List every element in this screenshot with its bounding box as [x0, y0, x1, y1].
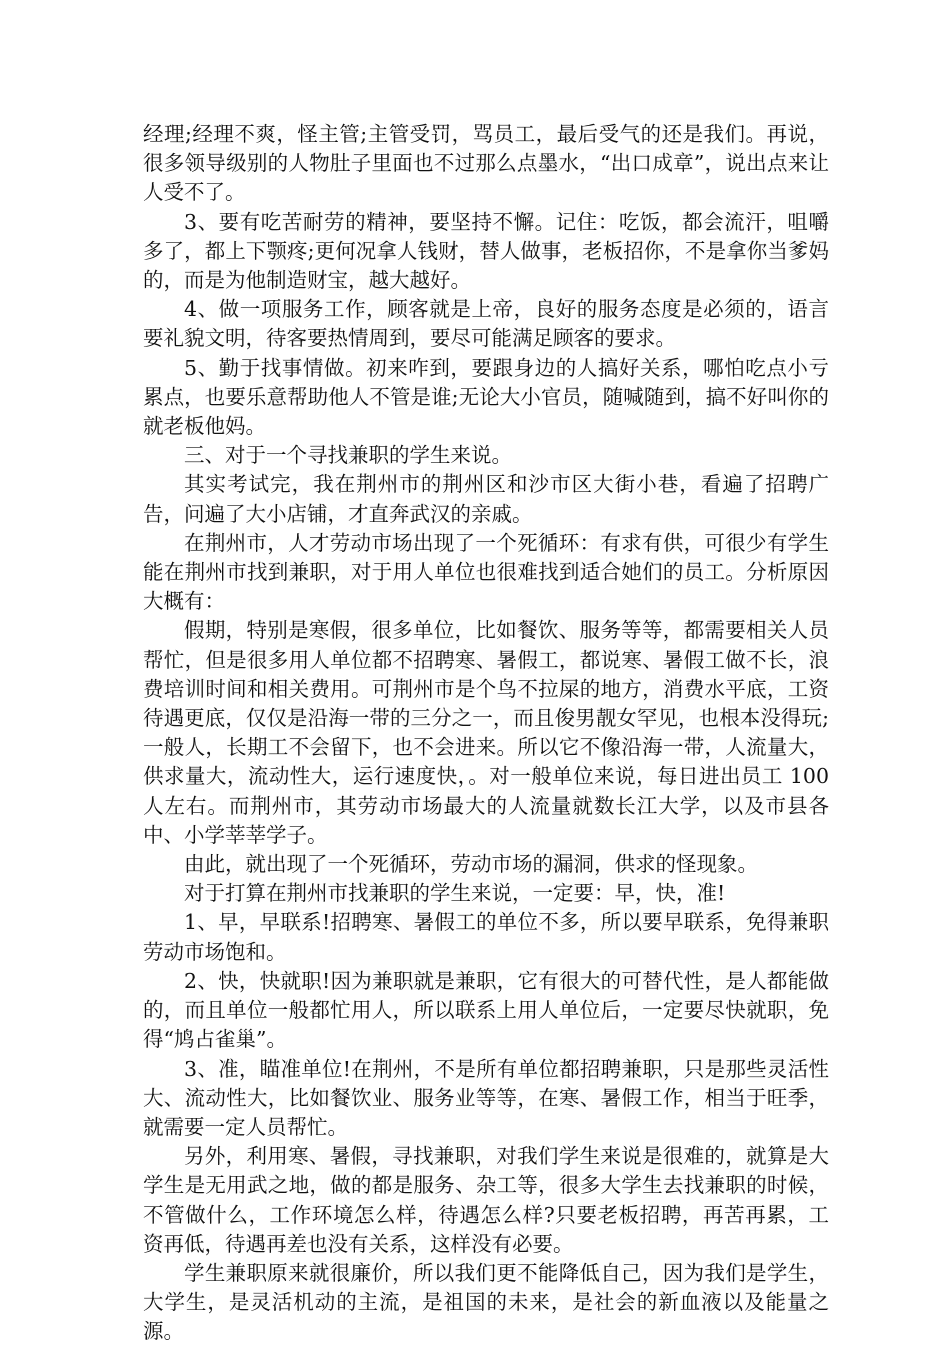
section-heading: 三、对于一个寻找兼职的学生来说。: [184, 443, 512, 468]
paragraph: 4、做一项服务工作，顾客就是上帝，良好的服务态度是必须的，语言要礼貌文明，待客要热情周到，要尽可能满足顾客的要求。: [143, 297, 829, 351]
paragraph: 另外，利用寒、暑假，寻找兼职，对我们学生来说是很难的，就算是大学生是无用武之地，做的都是服务、杂工等，很多大学生去找兼职的时候，不管做什么，工作环境怎么样，待遇怎么样?只要老板招聘，再苦再累，工资再低，待遇再差也没有关系，这样没有必要。: [143, 1144, 829, 1256]
paragraph: 2、快，快就职!因为兼职就是兼职，它有很大的可替代性，是人都能做的，而且单位一般都忙用人，所以联系上用人单位后，一定要尽快就职，免得“鸠占雀巢”。: [143, 968, 829, 1052]
paragraph: 3、要有吃苦耐劳的精神，要坚持不懈。记住：吃饭，都会流汗，咀嚼多了，都上下颚疼;更何况拿人钱财，替人做事，老板招你，不是拿你当爹妈的，而是为他制造财宝，越大越好。: [143, 209, 829, 293]
document-body: [143, 120, 829, 1347]
paragraph: 学生兼职原来就很廉价，所以我们更不能降低自己，因为我们是学生，大学生，是灵活机动的主流，是祖国的未来，是社会的新血液以及能量之源。: [143, 1260, 829, 1344]
paragraph: 经理;经理不爽，怪主管;主管受罚，骂员工，最后受气的还是我们。再说，很多领导级别的人物肚子里面也不过那么点墨水，“出口成章”，说出点来让人受不了。: [143, 122, 829, 205]
paragraph: 1、早，早联系!招聘寒、暑假工的单位不多，所以要早联系，免得兼职劳动市场饱和。: [143, 910, 829, 964]
paragraph: 对于打算在荆州市找兼职的学生来说，一定要：早，快，准!: [184, 881, 726, 906]
paragraph: 在荆州市，人才劳动市场出现了一个死循环：有求有供，可很少有学生能在荆州市找到兼职，对于用人单位也很难找到适合她们的员工。分析原因大概有：: [143, 530, 829, 614]
paragraph: 假期，特别是寒假，很多单位，比如餐饮、服务等等，都需要相关人员帮忙，但是很多用人单位都不招聘寒、暑假工，都说寒、暑假工做不长，浪费培训时间和相关费用。可荆州市是个鸟不拉屎的地方，消费水平底，工资待遇更底，仅仅是沿海一带的三分之一，而且俊男靓女罕见，也根本没得玩;一般人，长期工不会留下，也不会进来。所以它不像沿海一带，人流量大，供求量大，流动性大，运行速度快，。对一般单位来说，每日进出员工 100 人左右。而荆州市，其劳动市场最大的人流量就数长江大学，以及市县各中、小学莘莘学子。: [143, 618, 829, 847]
paragraph: 5、勤于找事情做。初来咋到，要跟身边的人搞好关系，哪怕吃点小亏累点，也要乐意帮助他人不管是谁;无论大小官员，随喊随到，搞不好叫你的就老板他妈。: [143, 355, 829, 439]
paragraph: 3、准，瞄准单位!在荆州，不是所有单位都招聘兼职，只是那些灵活性大、流动性大，比如餐饮业、服务业等等，在寒、暑假工作，相当于旺季，就需要一定人员帮忙。: [143, 1056, 829, 1139]
paragraph: 由此，就出现了一个死循环，劳动市场的漏洞，供求的怪现象。: [184, 852, 758, 877]
paragraph: 其实考试完，我在荆州市的荆州区和沙市区大街小巷，看遍了招聘广告，问遍了大小店铺，才直奔武汉的亲戚。: [143, 472, 829, 526]
